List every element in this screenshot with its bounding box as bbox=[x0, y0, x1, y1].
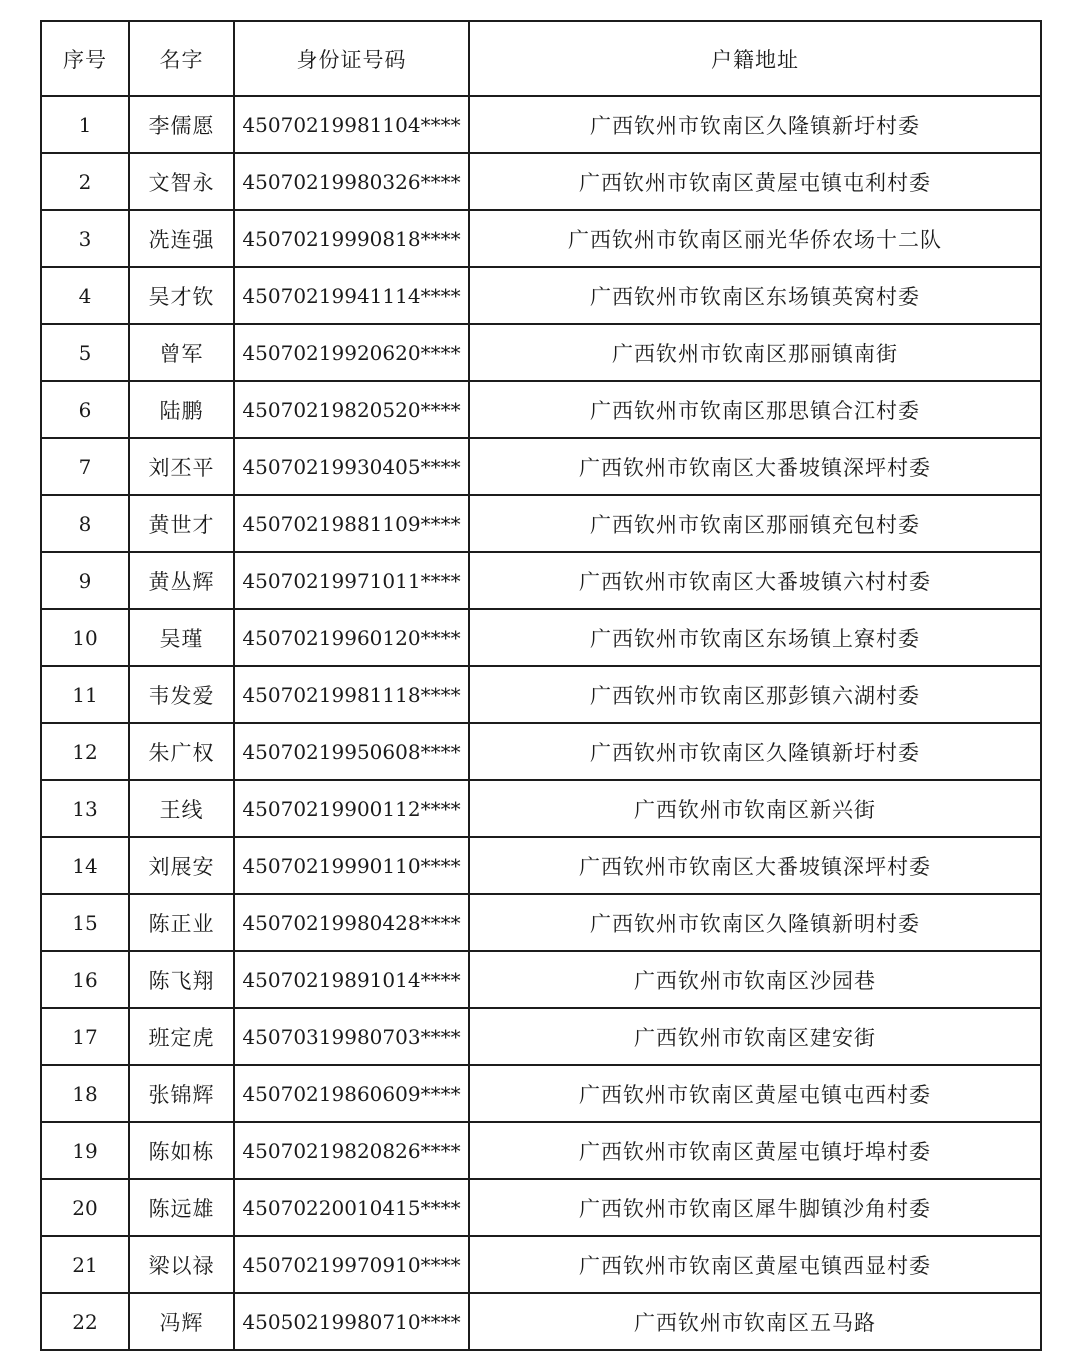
cell-index: 10 bbox=[41, 609, 129, 666]
header-index: 序号 bbox=[41, 21, 129, 96]
table-row bbox=[41, 1179, 1041, 1236]
cell-id-number: 45070219881109**** bbox=[234, 495, 469, 552]
cell-index: 2 bbox=[41, 153, 129, 210]
table-row bbox=[41, 324, 1041, 381]
cell-index: 13 bbox=[41, 780, 129, 837]
cell-address: 广西钦州市钦南区东场镇英窝村委 bbox=[469, 267, 1041, 324]
cell-id-number: 45070219891014**** bbox=[234, 951, 469, 1008]
cell-name: 陈飞翔 bbox=[129, 951, 234, 1008]
cell-address: 广西钦州市钦南区那丽镇南街 bbox=[469, 324, 1041, 381]
cell-index: 8 bbox=[41, 495, 129, 552]
cell-id-number: 45070219970910**** bbox=[234, 1236, 469, 1293]
cell-address: 广西钦州市钦南区黄屋屯镇屯西村委 bbox=[469, 1065, 1041, 1122]
cell-address: 广西钦州市钦南区沙园巷 bbox=[469, 951, 1041, 1008]
cell-id-number: 45070219980326**** bbox=[234, 153, 469, 210]
table-row bbox=[41, 1065, 1041, 1122]
cell-name: 陆鹏 bbox=[129, 381, 234, 438]
cell-index: 20 bbox=[41, 1179, 129, 1236]
table-row bbox=[41, 381, 1041, 438]
table-row bbox=[41, 609, 1041, 666]
cell-address: 广西钦州市钦南区东场镇上寮村委 bbox=[469, 609, 1041, 666]
cell-id-number: 45070219960120**** bbox=[234, 609, 469, 666]
table-row bbox=[41, 951, 1041, 1008]
cell-address: 广西钦州市钦南区新兴街 bbox=[469, 780, 1041, 837]
cell-name: 吴瑾 bbox=[129, 609, 234, 666]
header-name: 名字 bbox=[129, 21, 234, 96]
document-sheet bbox=[40, 20, 1040, 1351]
cell-address: 广西钦州市钦南区久隆镇新圩村委 bbox=[469, 96, 1041, 153]
cell-id-number: 45070219820826**** bbox=[234, 1122, 469, 1179]
cell-name: 刘丕平 bbox=[129, 438, 234, 495]
header-id-number: 身份证号码 bbox=[234, 21, 469, 96]
cell-id-number: 45070219980428**** bbox=[234, 894, 469, 951]
roster-table bbox=[40, 20, 1042, 1351]
cell-index: 5 bbox=[41, 324, 129, 381]
cell-address: 广西钦州市钦南区久隆镇新明村委 bbox=[469, 894, 1041, 951]
cell-id-number: 45070219950608**** bbox=[234, 723, 469, 780]
cell-name: 文智永 bbox=[129, 153, 234, 210]
table-row bbox=[41, 723, 1041, 780]
cell-address: 广西钦州市钦南区那彭镇六湖村委 bbox=[469, 666, 1041, 723]
cell-index: 4 bbox=[41, 267, 129, 324]
cell-name: 张锦辉 bbox=[129, 1065, 234, 1122]
cell-id-number: 45070219971011**** bbox=[234, 552, 469, 609]
cell-id-number: 45070219930405**** bbox=[234, 438, 469, 495]
cell-address: 广西钦州市钦南区大番坡镇深坪村委 bbox=[469, 837, 1041, 894]
cell-name: 陈远雄 bbox=[129, 1179, 234, 1236]
table-row bbox=[41, 1008, 1041, 1065]
cell-name: 冯辉 bbox=[129, 1293, 234, 1350]
cell-name: 吴才钦 bbox=[129, 267, 234, 324]
cell-id-number: 45070219860609**** bbox=[234, 1065, 469, 1122]
cell-name: 陈如栋 bbox=[129, 1122, 234, 1179]
table-row bbox=[41, 780, 1041, 837]
cell-address: 广西钦州市钦南区建安街 bbox=[469, 1008, 1041, 1065]
cell-id-number: 45070219941114**** bbox=[234, 267, 469, 324]
table-row bbox=[41, 495, 1041, 552]
cell-name: 班定虎 bbox=[129, 1008, 234, 1065]
cell-index: 14 bbox=[41, 837, 129, 894]
table-row bbox=[41, 837, 1041, 894]
header-address: 户籍地址 bbox=[469, 21, 1041, 96]
table-row bbox=[41, 267, 1041, 324]
cell-name: 曾军 bbox=[129, 324, 234, 381]
cell-address: 广西钦州市钦南区黄屋屯镇圩埠村委 bbox=[469, 1122, 1041, 1179]
table-row bbox=[41, 1122, 1041, 1179]
table-row bbox=[41, 552, 1041, 609]
cell-index: 16 bbox=[41, 951, 129, 1008]
cell-id-number: 45070219920620**** bbox=[234, 324, 469, 381]
table-row bbox=[41, 210, 1041, 267]
cell-name: 刘展安 bbox=[129, 837, 234, 894]
cell-name: 冼连强 bbox=[129, 210, 234, 267]
table-row bbox=[41, 438, 1041, 495]
table-header-row bbox=[41, 21, 1041, 96]
table-row bbox=[41, 894, 1041, 951]
cell-name: 朱广权 bbox=[129, 723, 234, 780]
cell-address: 广西钦州市钦南区那思镇合江村委 bbox=[469, 381, 1041, 438]
table-row bbox=[41, 1293, 1041, 1350]
cell-name: 韦发爱 bbox=[129, 666, 234, 723]
cell-id-number: 45070219990110**** bbox=[234, 837, 469, 894]
cell-name: 陈正业 bbox=[129, 894, 234, 951]
cell-index: 3 bbox=[41, 210, 129, 267]
cell-address: 广西钦州市钦南区大番坡镇深坪村委 bbox=[469, 438, 1041, 495]
cell-id-number: 45070319980703**** bbox=[234, 1008, 469, 1065]
table-row bbox=[41, 96, 1041, 153]
cell-address: 广西钦州市钦南区久隆镇新圩村委 bbox=[469, 723, 1041, 780]
cell-name: 王线 bbox=[129, 780, 234, 837]
cell-index: 19 bbox=[41, 1122, 129, 1179]
cell-id-number: 45070219820520**** bbox=[234, 381, 469, 438]
cell-address: 广西钦州市钦南区黄屋屯镇屯利村委 bbox=[469, 153, 1041, 210]
cell-index: 6 bbox=[41, 381, 129, 438]
cell-id-number: 45070219981104**** bbox=[234, 96, 469, 153]
table-row bbox=[41, 1236, 1041, 1293]
cell-name: 黄丛辉 bbox=[129, 552, 234, 609]
cell-address: 广西钦州市钦南区大番坡镇六村村委 bbox=[469, 552, 1041, 609]
cell-index: 22 bbox=[41, 1293, 129, 1350]
cell-address: 广西钦州市钦南区五马路 bbox=[469, 1293, 1041, 1350]
cell-index: 15 bbox=[41, 894, 129, 951]
cell-id-number: 45050219980710**** bbox=[234, 1293, 469, 1350]
cell-index: 17 bbox=[41, 1008, 129, 1065]
cell-address: 广西钦州市钦南区犀牛脚镇沙角村委 bbox=[469, 1179, 1041, 1236]
table-body bbox=[41, 96, 1041, 1350]
cell-name: 李儒愿 bbox=[129, 96, 234, 153]
cell-id-number: 45070219900112**** bbox=[234, 780, 469, 837]
table-row bbox=[41, 153, 1041, 210]
cell-id-number: 45070219990818**** bbox=[234, 210, 469, 267]
cell-id-number: 45070219981118**** bbox=[234, 666, 469, 723]
cell-id-number: 45070220010415**** bbox=[234, 1179, 469, 1236]
cell-address: 广西钦州市钦南区黄屋屯镇西显村委 bbox=[469, 1236, 1041, 1293]
cell-index: 7 bbox=[41, 438, 129, 495]
cell-name: 梁以禄 bbox=[129, 1236, 234, 1293]
cell-index: 18 bbox=[41, 1065, 129, 1122]
cell-index: 1 bbox=[41, 96, 129, 153]
cell-index: 12 bbox=[41, 723, 129, 780]
cell-name: 黄世才 bbox=[129, 495, 234, 552]
cell-index: 21 bbox=[41, 1236, 129, 1293]
cell-address: 广西钦州市钦南区丽光华侨农场十二队 bbox=[469, 210, 1041, 267]
cell-index: 9 bbox=[41, 552, 129, 609]
table-row bbox=[41, 666, 1041, 723]
cell-address: 广西钦州市钦南区那丽镇充包村委 bbox=[469, 495, 1041, 552]
cell-index: 11 bbox=[41, 666, 129, 723]
